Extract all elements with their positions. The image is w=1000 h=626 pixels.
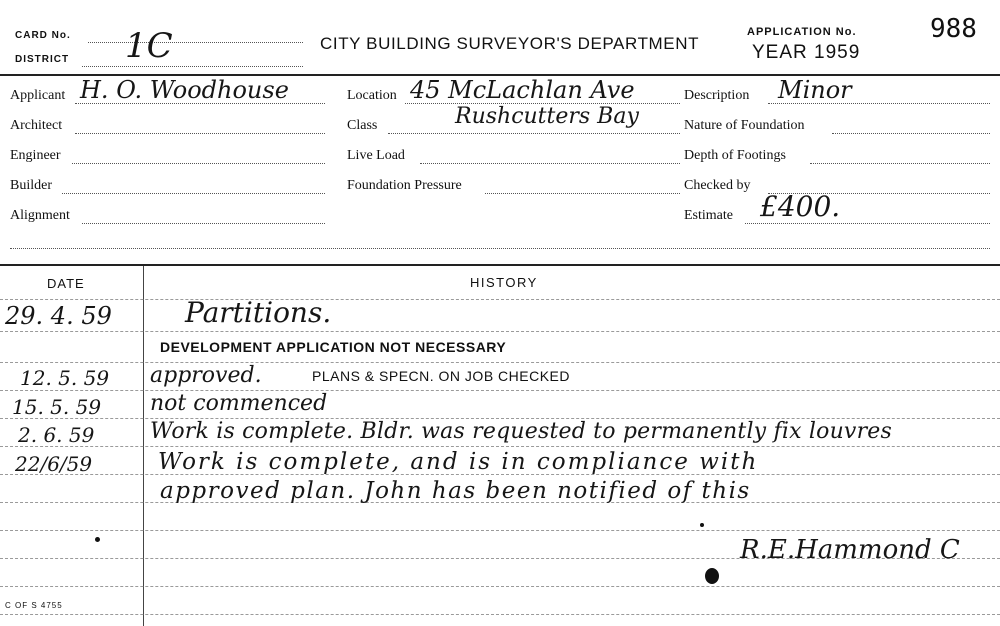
architect-line [75,133,325,134]
history-rule [0,530,1000,531]
builder-label: Builder [10,178,52,193]
location-value: 45 McLachlan Ave [410,76,635,104]
nature-label: Nature of Foundation [684,118,805,133]
card-no-line [88,42,303,43]
builder-line [62,193,325,194]
live-load-line [420,163,680,164]
live-load-label: Live Load [347,148,405,163]
fields-bottom-line [10,248,990,249]
history-rule [0,446,1000,447]
checked-label: Checked by [684,178,751,193]
district-line [82,66,303,67]
history-divider [0,264,1000,266]
alignment-label: Alignment [10,208,70,223]
district-value: 1C [125,26,173,66]
page-title: CITY BUILDING SURVEYOR'S DEPARTMENT [320,34,700,53]
date-header: DATE [47,276,85,291]
class-line [388,133,680,134]
history-date: 22/6/59 [15,452,93,476]
district-label: DISTRICT [15,54,70,65]
application-label: APPLICATION No. [747,26,857,38]
ink-dot [95,537,100,542]
engineer-line [72,163,325,164]
history-text: Work is complete, and is in compliance with [158,449,759,475]
history-date: 15. 5. 59 [12,395,102,419]
estimate-value: £400. [760,190,841,223]
history-date: 29. 4. 59 [5,302,112,330]
card-no-label: CARD No. [15,30,71,41]
signature: R.E.Hammond C [740,535,960,565]
class-label: Class [347,118,378,133]
history-rule [0,614,1000,615]
applicant-value: H. O. Woodhouse [80,76,289,104]
estimate-label: Estimate [684,208,733,223]
depth-line [810,163,990,164]
ink-blot [705,568,719,584]
depth-label: Depth of Footings [684,148,786,163]
application-number: 988 [930,14,977,44]
description-value: Minor [778,76,852,104]
foundation-pressure-label: Foundation Pressure [347,178,462,193]
engineer-label: Engineer [10,148,61,163]
history-rule [0,331,1000,332]
description-label: Description [684,88,750,103]
history-rule [0,586,1000,587]
history-text: approved. [150,363,262,388]
ink-dot [700,523,704,527]
year-text: YEAR 1959 [752,42,861,63]
history-text: Partitions. [185,296,332,329]
history-date: 12. 5. 59 [20,366,110,390]
history-text: not commenced [150,391,328,416]
applicant-label: Applicant [10,88,66,103]
plans-stamp: PLANS & SPECN. ON JOB CHECKED [312,368,571,384]
development-stamp: DEVELOPMENT APPLICATION NOT NECESSARY [160,339,507,355]
form-code: C OF S 4755 [5,601,63,610]
alignment-line [82,223,325,224]
foundation-pressure-line [485,193,680,194]
architect-label: Architect [10,118,63,133]
location-value-2: Rushcutters Bay [455,104,639,129]
history-rule [0,299,1000,300]
location-label: Location [347,88,397,103]
history-date: 2. 6. 59 [18,423,95,447]
history-header: HISTORY [470,275,538,290]
history-text: Work is complete. Bldr. was requested to permanently fix louvres [150,419,892,444]
estimate-line [745,223,990,224]
history-text: approved plan. John has been notified of this [160,478,751,504]
nature-line [832,133,990,134]
